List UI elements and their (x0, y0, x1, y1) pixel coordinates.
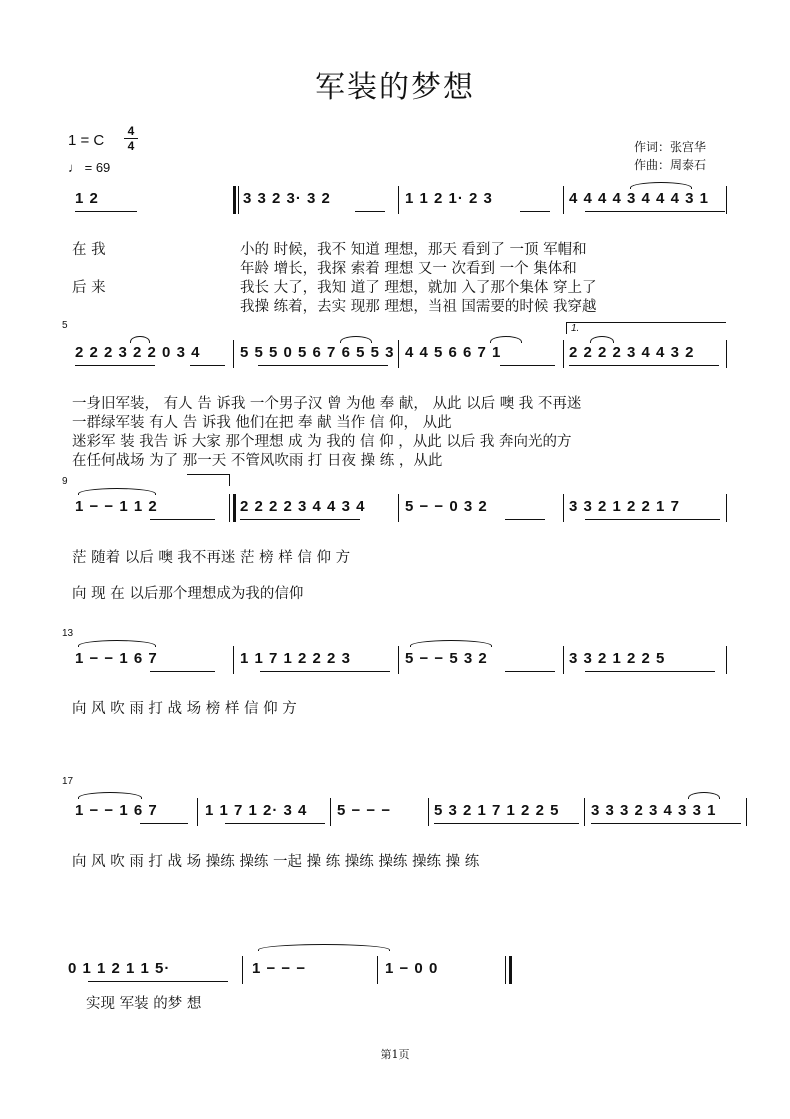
intro-notes: 1 2 (75, 190, 99, 207)
tempo-marking: ♩ = 69 (68, 160, 111, 175)
lyric-line: 实现 军装 的梦 想 (86, 996, 202, 1012)
measure-notes: 5 5 5 0 5 6 7 6 5 5 3 (240, 344, 395, 361)
lyric-line: 我操 练着，去实 现那 理想，当祖 国需要的时候 我穿越 (240, 299, 597, 315)
barline (726, 646, 727, 674)
measure-notes: 1 1 2 1· 2 3 (405, 190, 493, 207)
barline (229, 494, 230, 522)
measure-notes: 2 2 2 2 3 4 4 3 2 (569, 344, 695, 361)
volta-label: 1. (571, 323, 580, 334)
barline (398, 494, 399, 522)
slur (78, 792, 142, 799)
measure-notes: 1 − − − (252, 960, 307, 977)
time-signature-bottom: 4 (124, 138, 138, 153)
barline (233, 340, 234, 368)
slur (78, 488, 156, 495)
slur (130, 336, 150, 343)
lyric-line: 在 我 (72, 242, 106, 258)
measure-notes: 0 1 1 2 1 1 5· (68, 960, 171, 977)
measure-notes: 5 − − 5 3 2 (405, 650, 488, 667)
barline (726, 494, 727, 522)
barline (563, 494, 564, 522)
barline (398, 340, 399, 368)
lyric-line: 一群绿军装 有人 告 诉我 他们在把 奉 献 当作 信 仰， 从此 (72, 415, 452, 431)
page-title: 军装的梦想 (315, 70, 475, 105)
lyric-line: 茫 随着 以后 噢 我不再迷 茫 榜 样 信 仰 方 (72, 550, 351, 566)
slur (410, 640, 492, 647)
underline-beam (75, 211, 137, 212)
lyricist-credit: 作词：张宫华 (634, 140, 707, 154)
barline (746, 798, 747, 826)
measure-notes: 3 3 2 3· 3 2 (243, 190, 331, 207)
barline (563, 340, 564, 368)
barline (197, 798, 198, 826)
barline (726, 340, 727, 368)
measure-notes: 1 − − 1 6 7 (75, 802, 158, 819)
underline-beam (88, 981, 228, 982)
measure-notes: 2 2 2 2 3 4 4 3 4 (240, 498, 366, 515)
volta-bracket (566, 322, 726, 323)
underline-beam (505, 671, 555, 672)
underline-beam (258, 365, 388, 366)
lyric-line: 向 现 在 以后那个理想成为我的信仰 (72, 586, 304, 602)
volta-bracket-edge (229, 474, 230, 486)
measure-notes: 1 − − 1 1 2 (75, 498, 158, 515)
barline (726, 186, 727, 214)
measure-notes: 4 4 4 4 3 4 4 4 3 1 (569, 190, 709, 207)
underline-beam (190, 365, 225, 366)
barline (238, 186, 239, 214)
lyric-line: 年龄 增长，我探 索着 理想 又一 次看到 一个 集体和 (240, 261, 577, 277)
barline (563, 186, 564, 214)
barline (563, 646, 564, 674)
underline-beam (569, 365, 719, 366)
time-signature (124, 124, 138, 153)
underline-beam (355, 211, 385, 212)
lyric-line: 后 来 (72, 280, 106, 296)
barline (233, 646, 234, 674)
volta-bracket-edge (566, 322, 567, 334)
underline-beam (140, 823, 188, 824)
measure-notes: 5 3 2 1 7 1 2 2 5 (434, 802, 560, 819)
underline-beam (240, 519, 360, 520)
lyric-line: 小的 时候，我不 知道 理想，那天 看到了 一顶 军帽和 (240, 242, 587, 258)
barline (428, 798, 429, 826)
lyric-line: 我长 大了，我知 道了 理想，就加 入了那个集体 穿上了 (240, 280, 597, 296)
barline (584, 798, 585, 826)
slur (78, 640, 156, 647)
underline-beam (585, 519, 720, 520)
underline-beam (505, 519, 545, 520)
measure-notes: 1 1 7 1 2 2 2 3 (240, 650, 351, 667)
barline (398, 646, 399, 674)
measure-notes: 1 − − 1 6 7 (75, 650, 158, 667)
barline (242, 956, 243, 984)
underline-beam (225, 823, 325, 824)
lyric-line: 向 风 吹 雨 打 战 场 榜 样 信 仰 方 (72, 701, 297, 717)
underline-beam (520, 211, 550, 212)
slur (490, 336, 522, 343)
lyric-line: 向 风 吹 雨 打 战 场 操练 操练 一起 操 练 操练 操练 操练 操 练 (72, 854, 480, 870)
lyric-line: 在任何战场 为了 那一天 不管风吹雨 打 日夜 操 练 ，从此 (72, 453, 443, 469)
slur (258, 944, 390, 951)
underline-beam (591, 823, 741, 824)
measure-notes: 3 3 2 1 2 2 5 (569, 650, 666, 667)
underline-beam (150, 519, 215, 520)
measure-notes: 1 1 7 1 2· 3 4 (205, 802, 308, 819)
measure-notes: 5 − − 0 3 2 (405, 498, 488, 515)
underline-beam (585, 671, 715, 672)
slur (630, 182, 692, 189)
measure-number: 13 (62, 628, 74, 639)
measure-notes: 5 − − − (337, 802, 392, 819)
time-signature-top: 4 (127, 124, 135, 138)
underline-beam (260, 671, 390, 672)
page-number: 第1页 (380, 1048, 410, 1061)
barline (505, 956, 506, 984)
barline (330, 798, 331, 826)
composer-credit: 作曲：周泰石 (634, 158, 707, 172)
barline (398, 186, 399, 214)
measure-notes: 3 3 3 2 3 4 3 3 1 (591, 802, 717, 819)
measure-notes: 2 2 2 3 2 2 0 3 4 (75, 344, 201, 361)
underline-beam (500, 365, 555, 366)
slur (590, 336, 614, 343)
lyric-line: 迷彩军 装 我告 诉 大家 那个理想 成 为 我的 信 仰 ，从此 以后 我 奔向光的方 (72, 434, 572, 450)
key-signature: 1 = C (68, 132, 105, 149)
slur (688, 792, 720, 799)
measure-notes: 4 4 5 6 6 7 1 (405, 344, 502, 361)
barline (377, 956, 378, 984)
measure-notes: 3 3 2 1 2 2 1 7 (569, 498, 680, 515)
underline-beam (585, 211, 725, 212)
underline-beam (434, 823, 579, 824)
measure-number: 17 (62, 776, 74, 787)
final-barline (509, 956, 512, 984)
measure-number: 5 (62, 320, 68, 331)
underline-beam (150, 671, 215, 672)
repeat-barline (233, 186, 236, 214)
repeat-barline (233, 494, 236, 522)
slur (340, 336, 372, 343)
measure-number: 9 (62, 476, 68, 487)
underline-beam (75, 365, 155, 366)
volta-bracket (187, 474, 229, 475)
lyric-line: 一身旧军装， 有人 告 诉我 一个男子汉 曾 为他 奉 献， 从此 以后 噢 我 不再迷 (72, 396, 582, 412)
measure-notes: 1 − 0 0 (385, 960, 439, 977)
